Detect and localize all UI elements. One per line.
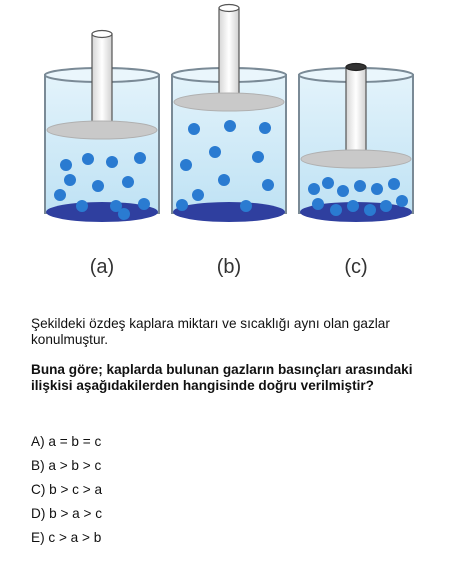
caption-c: (c) <box>344 256 368 278</box>
question-text: Buna göre; kaplarda bulunan gazların basınçları arasındaki ilişkisi aşağıdakilerden hangisinde doğru verilmiştir? <box>31 362 413 393</box>
container-a-piston <box>47 121 157 139</box>
answer-options <box>31 434 102 554</box>
container-b-base <box>173 202 285 222</box>
container-b-rod <box>219 8 239 102</box>
container-c <box>299 64 413 223</box>
option-b[interactable]: B) a > b > c <box>31 458 102 473</box>
container-c-piston <box>301 150 411 168</box>
container-b <box>172 5 286 223</box>
container-a <box>45 31 159 223</box>
container-b-rod-top <box>219 5 239 12</box>
option-a[interactable]: A) a = b = c <box>31 434 102 449</box>
container-a-rod <box>92 34 112 130</box>
question-intro: Şekildeki özdeş kaplara miktarı ve sıcaklığı aynı olan gazlar konulmuştur. <box>31 316 390 347</box>
container-a-rod-top <box>92 31 112 38</box>
option-d[interactable]: D) b > a > c <box>31 506 103 521</box>
option-e[interactable]: E) c > a > b <box>31 530 102 545</box>
container-c-rod-top <box>346 64 366 71</box>
caption-a: (a) <box>89 256 115 278</box>
option-c[interactable]: C) b > c > a <box>31 482 103 497</box>
container-c-rod <box>346 67 366 159</box>
container-b-piston <box>174 93 284 111</box>
caption-b: (b) <box>216 256 242 278</box>
